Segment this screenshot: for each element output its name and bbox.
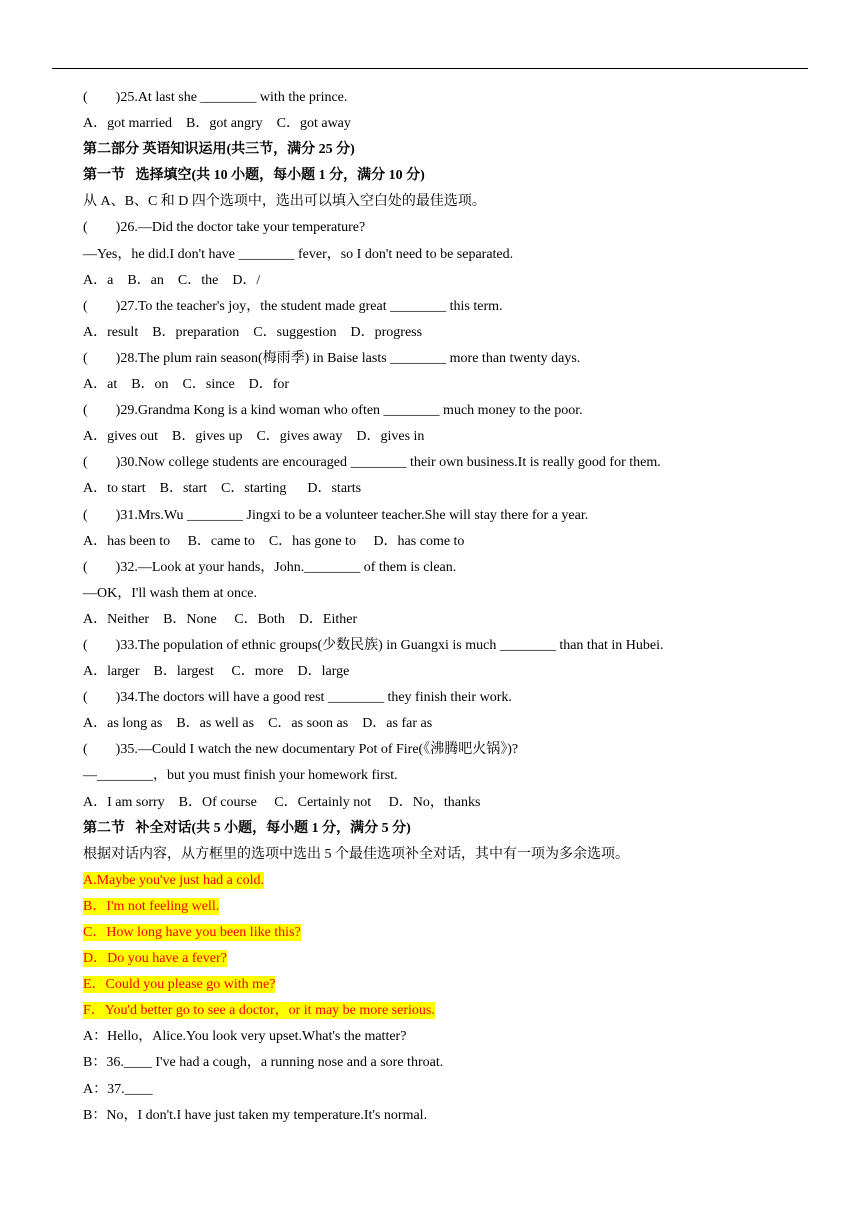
text-line-content: ( )26.—Did the doctor take your temperature?	[83, 220, 366, 236]
text-line	[83, 401, 823, 427]
text-line	[83, 845, 823, 871]
text-line	[83, 140, 823, 166]
text-line-content: D．Do you have a fever?	[83, 951, 227, 967]
text-line-content: A．result B．preparation C．suggestion D．progress	[83, 324, 423, 340]
text-line-content: 第一节 选择填空(共 10 小题，每小题 1 分，满分 10 分)	[83, 168, 425, 184]
text-line	[83, 271, 823, 297]
text-line	[83, 923, 823, 949]
text-line-content: ( )35.—Could I watch the new documentary Pot of Fire(《沸腾吧火锅》)?	[83, 742, 519, 758]
text-line-content: A．as long as B．as well as C．as soon as D．as far as	[83, 716, 433, 732]
text-line-content: A．I am sorry B．Of course C．Certainly not D．No，thanks	[83, 794, 481, 810]
text-line-content: E．Could you please go with me?	[83, 977, 276, 993]
text-line	[83, 975, 823, 1001]
text-line	[83, 349, 823, 375]
text-line-content: 从 A、B、C 和 D 四个选项中，选出可以填入空白处的最佳选项。	[83, 194, 486, 210]
text-line	[83, 218, 823, 244]
text-line-content: ( )30.Now college students are encouraged ________ their own business.It is really good for them.	[83, 455, 661, 471]
text-line	[83, 506, 823, 532]
text-line-content: ( )33.The population of ethnic groups(少数民族) in Guangxi is much ________ than that in Hubei.	[83, 637, 664, 653]
text-line	[83, 688, 823, 714]
text-line-content: ( )31.Mrs.Wu ________ Jingxi to be a volunteer teacher.She will stay there for a year.	[83, 507, 589, 523]
text-line	[83, 610, 823, 636]
text-line	[83, 479, 823, 505]
text-line-content: C．How long have you been like this?	[83, 925, 301, 940]
text-line-content: A．to start B．start C．starting D．starts	[83, 481, 362, 497]
text-line-content: 根据对话内容，从方框里的选项中选出 5 个最佳选项补全对话，其中有一项为多余选项。	[83, 846, 629, 862]
text-line-content: B：No，I don't.I have just taken my temperature.It's normal.	[83, 1107, 428, 1123]
text-line	[83, 871, 823, 897]
text-line-content: F．You'd better go to see a doctor，or it may be more serious.	[83, 1003, 435, 1019]
text-line	[83, 949, 823, 975]
text-line	[83, 636, 823, 662]
text-line	[83, 1053, 823, 1079]
text-line-content: A．a B．an C．the D．/	[83, 272, 261, 288]
text-line	[83, 297, 823, 323]
text-line-content: A．got married B．got angry C．got away	[83, 116, 351, 132]
text-line	[83, 793, 823, 819]
text-line-content: ( )28.The plum rain season(梅雨季) in Baise lasts ________ more than twenty days.	[83, 350, 581, 366]
text-line-content: ( )34.The doctors will have a good rest ________ they finish their work.	[83, 690, 512, 706]
text-line-content: —________，but you must finish your homework first.	[83, 768, 398, 784]
text-line	[83, 532, 823, 558]
document-body	[83, 88, 823, 1132]
text-line	[83, 1106, 823, 1132]
text-line-content: B：36.____ I've had a cough，a running nose and a sore throat.	[83, 1055, 444, 1071]
text-line	[83, 323, 823, 349]
text-line-content: ( )25.At last she ________ with the prince.	[83, 90, 348, 105]
text-line	[83, 453, 823, 479]
text-line-content: A．at B．on C．since D．for	[83, 377, 290, 393]
text-line-content: A．Neither B．None C．Both D．Either	[83, 611, 358, 627]
text-line-content: A．has been to B．came to C．has gone to D．has come to	[83, 533, 465, 549]
text-line	[83, 375, 823, 401]
text-line-content: A．larger B．largest C．more D．large	[83, 664, 350, 680]
text-line-content: A.Maybe you've just had a cold.	[83, 872, 264, 888]
text-line-content: 第二部分 英语知识运用(共三节，满分 25 分)	[83, 142, 355, 158]
text-line	[83, 662, 823, 688]
text-line-content: ( )32.—Look at your hands，John.________ of them is clean.	[83, 559, 457, 575]
text-line	[83, 114, 823, 140]
text-line	[83, 714, 823, 740]
text-line	[83, 766, 823, 792]
text-line-content: A．gives out B．gives up C．gives away D．gives in	[83, 429, 425, 445]
text-line	[83, 192, 823, 218]
text-line	[83, 1001, 823, 1027]
text-line-content: —OK，I'll wash them at once.	[83, 585, 257, 601]
text-line-content: B．I'm not feeling well.	[83, 898, 220, 914]
text-line-content: 第二节 补全对话(共 5 小题，每小题 1 分，满分 5 分)	[83, 820, 411, 836]
text-line	[83, 1027, 823, 1053]
text-line	[83, 245, 823, 271]
text-line-content: —Yes，he did.I don't have ________ fever，so I don't need to be separated.	[83, 246, 514, 262]
text-line-content: ( )29.Grandma Kong is a kind woman who often ________ much money to the poor.	[83, 403, 583, 419]
text-line	[83, 740, 823, 766]
text-line	[83, 897, 823, 923]
text-line	[83, 166, 823, 192]
header-rule	[52, 68, 808, 69]
text-line-content: A：Hello，Alice.You look very upset.What's the matter?	[83, 1029, 407, 1045]
text-line	[83, 427, 823, 453]
text-line	[83, 88, 823, 114]
text-line	[83, 584, 823, 610]
text-line-content: A：37.____	[83, 1081, 153, 1097]
text-line	[83, 1080, 823, 1106]
text-line-content: ( )27.To the teacher's joy，the student made great ________ this term.	[83, 298, 503, 314]
text-line	[83, 558, 823, 584]
text-line	[83, 819, 823, 845]
